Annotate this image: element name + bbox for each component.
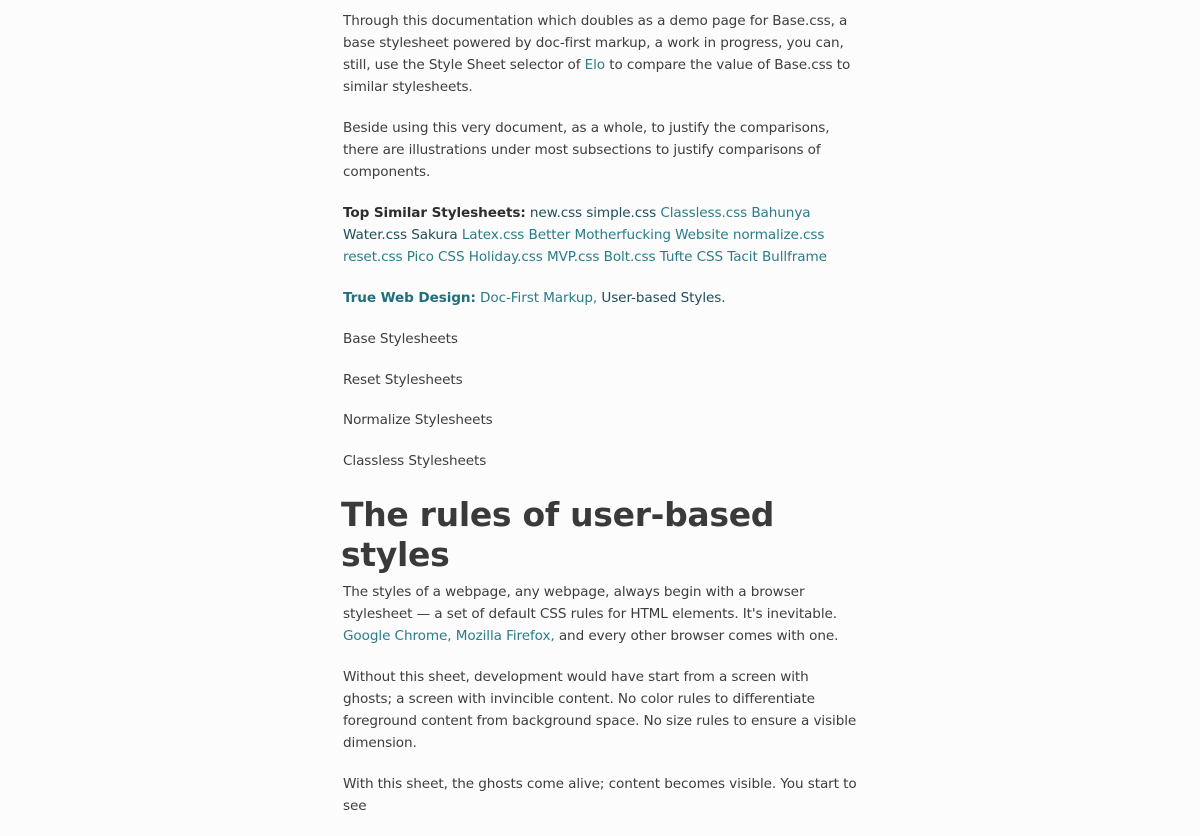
google-chrome-link[interactable]: Google Chrome, <box>343 627 452 644</box>
link-latex-css[interactable]: Latex.css <box>461 227 525 243</box>
intro-paragraph-2: Beside using this very document, as a whole, to justify the comparisons, there are illustrations under most subsections to justify comparisons of components. <box>343 120 830 180</box>
base-stylesheets-item: Base Stylesheets <box>343 331 458 347</box>
similar-stylesheets-paragraph <box>343 202 858 268</box>
link-tacit[interactable]: Tacit <box>727 249 758 265</box>
section-text: The styles of a webpage, any webpage, always begin with a browser stylesheet — a set of default CSS rules for HTML elements. It's inevitable. <box>343 583 837 622</box>
true-web-design-label: True Web Design: <box>343 290 476 306</box>
link-bahunya[interactable]: Bahunya <box>751 205 811 221</box>
user-based-styles-link[interactable]: User-based Styles. <box>601 290 726 306</box>
link-sakura[interactable]: Sakura <box>411 227 458 243</box>
main-content <box>343 10 858 836</box>
link-better-motherfucking-website[interactable]: Better Motherfucking Website <box>528 227 729 243</box>
intro-paragraph-1 <box>343 10 858 98</box>
link-normalize-css[interactable]: normalize.css <box>732 227 825 243</box>
section-text-end: and every other browser comes with one. <box>554 627 839 644</box>
mozilla-firefox-link[interactable]: Mozilla Firefox, <box>455 627 555 644</box>
link-mvp-css[interactable]: MVP.css <box>546 249 600 265</box>
intro-text: Through this documentation which doubles as a demo page for Base.css, a base stylesheet powered by doc-first markup, a work in progress, you can, still, use the Style Sheet selector of <box>343 13 848 73</box>
similar-stylesheets-label: Top Similar Stylesheets: <box>343 205 526 221</box>
normalize-stylesheets-item: Normalize Stylesheets <box>343 412 493 428</box>
section-paragraph-3: With this sheet, the ghosts come alive; content becomes visible. You start to see <box>343 775 857 814</box>
elo-link[interactable]: Elo <box>584 57 606 73</box>
section-paragraph-2: Without this sheet, development would have start from a screen with ghosts; a screen with invincible content. No color rules to differentiate foreground content from background space. No size rules to ensure a visible dimension. <box>343 668 857 751</box>
section-paragraph-1 <box>343 581 858 647</box>
section-heading: The rules of user-based styles <box>341 494 775 574</box>
link-pico-css[interactable]: Pico CSS <box>406 249 465 265</box>
link-water-css[interactable]: Water.css <box>343 227 407 243</box>
link-classless-css[interactable]: Classless.css <box>660 205 748 221</box>
link-reset-css[interactable]: reset.css <box>343 249 403 265</box>
link-new-css[interactable]: new.css <box>529 205 583 221</box>
link-tufte-css[interactable]: Tufte CSS <box>659 249 724 265</box>
link-simple-css[interactable]: simple.css <box>586 205 657 221</box>
link-bolt-css[interactable]: Bolt.css <box>603 249 656 265</box>
classless-stylesheets-item: Classless Stylesheets <box>343 452 487 469</box>
link-bullframe[interactable]: Bullframe <box>761 249 827 265</box>
link-holiday-css[interactable]: Holiday.css <box>468 249 543 265</box>
intro-text-end: to compare the value of Base.css to similar stylesheets. <box>343 57 851 95</box>
doc-first-markup-link[interactable]: Doc-First Markup, <box>480 290 598 306</box>
true-web-design-paragraph <box>343 287 858 309</box>
reset-stylesheets-item: Reset Stylesheets <box>343 371 463 388</box>
